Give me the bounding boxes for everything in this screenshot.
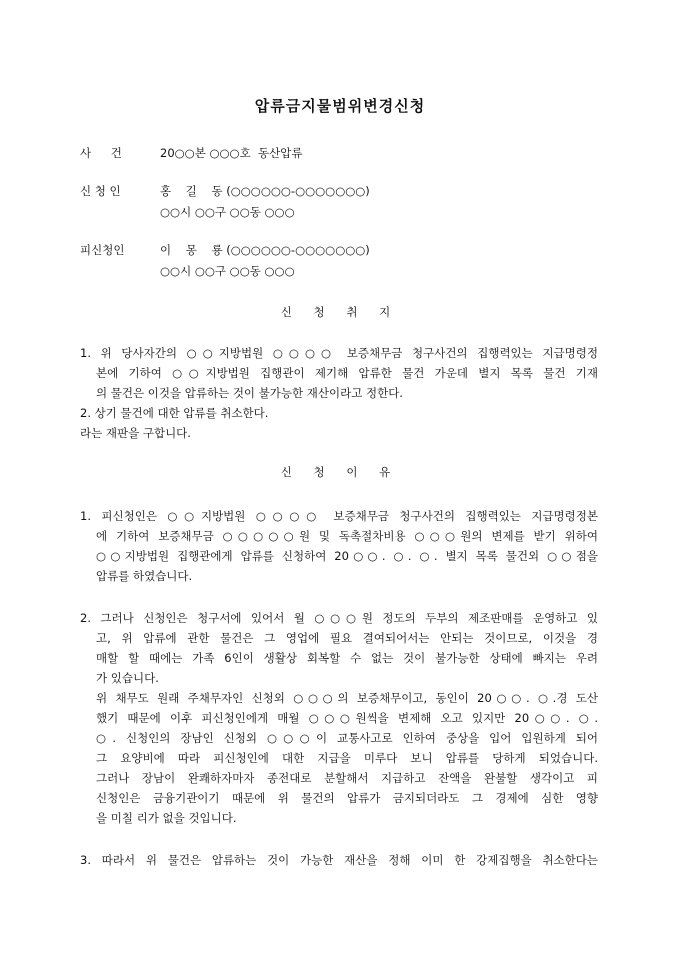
purpose-closing: 라는 재판을 구합니다. [80, 426, 191, 440]
reasons-p2-line6: 했기 때문에 이후 피신청인에게 매월 ○○○원씩을 변제해 오고 있지만 20○○. ○. [96, 711, 598, 725]
case-value: 20○○본 ○○○호 동산압류 [160, 146, 303, 160]
purpose-heading: 신 청 취 지 [280, 305, 400, 319]
purpose-item1-line1: 1. 위 당사자간의 ○○지방법원 ○○○○ 보증채무금 청구사건의 집행력있는 지급명령정 [80, 346, 598, 360]
respondent-label: 피신청인 [80, 243, 125, 257]
applicant-name: 홍 길 동 (○○○○○○-○○○○○○○) [160, 184, 370, 198]
reasons-p2-line10: 신청인은 금융기관이기 때문에 위 물건의 압류가 금지되더라도 그 경제에 심한 영향 [96, 791, 598, 805]
purpose-item1-line2: 본에 기하여 ○○지방법원 집행관이 제기해 압류한 물건 가운데 별지 목록 물건 기재 [96, 366, 598, 380]
reasons-p2-line2: 고, 위 압류에 관한 물건은 그 영업에 필요 결여되어서는 안되는 것이므로, 이것을 경 [96, 631, 598, 645]
reasons-p2-line8: 그 요양비에 따라 피신청인에 대한 지급을 미루다 보니 압류를 당하게 되었습니다. [96, 751, 598, 765]
reasons-p2-line3: 매할 할 때에는 가족 6인이 생활상 회복할 수 없는 것이 불가능한 상태에 빠지는 우려 [96, 651, 598, 665]
reasons-p3-line1: 3. 따라서 위 물건은 압류하는 것이 가능한 재산을 정해 이미 한 강제집행을 취소한다는 [80, 853, 598, 867]
purpose-item1-line3: 의 물건은 이것을 압류하는 것이 불가능한 재산이라고 정한다. [96, 386, 403, 400]
reasons-heading: 신 청 이 유 [280, 465, 400, 479]
reasons-p2-line7: ○. 신청인의 장남인 신청외 ○○○이 교통사고로 인하여 중상을 입어 입원하게 되어 [96, 731, 598, 745]
case-label: 사 건 [80, 146, 123, 160]
applicant-label: 신 청 인 [80, 184, 121, 198]
reasons-p1-line1: 1. 피신청인은 ○○지방법원 ○○○○ 보증채무금 청구사건의 집행력있는 지급명령정본 [80, 509, 598, 523]
document-title: 압류금지물범위변경신청 [254, 97, 426, 115]
reasons-p2-line1: 2. 그러나 신청인은 청구서에 있어서 월 ○○○원 정도의 두부의 제조판매를 운영하고 있 [80, 611, 598, 625]
reasons-p2-line11: 을 미칠 리가 없을 것입니다. [96, 811, 237, 825]
respondent-address: ○○시 ○○구 ○○동 ○○○ [160, 264, 295, 278]
reasons-p2-line9: 그러나 장남이 완쾌하자마자 종전대로 분할해서 지급하고 잔액을 완불할 생각이고 피 [96, 771, 598, 785]
reasons-p1-line4: 압류를 하였습니다. [96, 569, 193, 583]
reasons-p1-line3: ○○지방법원 집행관에게 압류를 신청하여 20○○. ○. ○. 별지 목록 물건외 ○○점을 [96, 549, 598, 563]
reasons-p1-line2: 에 기하여 보증채무금 ○○○○○원 및 독촉절차비용 ○○○원의 변제를 받기 위하여 [96, 529, 598, 543]
reasons-p2-line4: 가 있습니다. [96, 671, 159, 685]
reasons-p2-line5: 위 채무도 원래 주채무자인 신청외 ○○○의 보증채무이고, 동인이 20○○. ○.경 도산 [96, 691, 598, 705]
respondent-name: 이 몽 룡 (○○○○○○-○○○○○○○) [160, 243, 370, 257]
purpose-item2: 2. 상기 물건에 대한 압류를 취소한다. [80, 406, 269, 420]
applicant-address: ○○시 ○○구 ○○동 ○○○ [160, 205, 295, 219]
